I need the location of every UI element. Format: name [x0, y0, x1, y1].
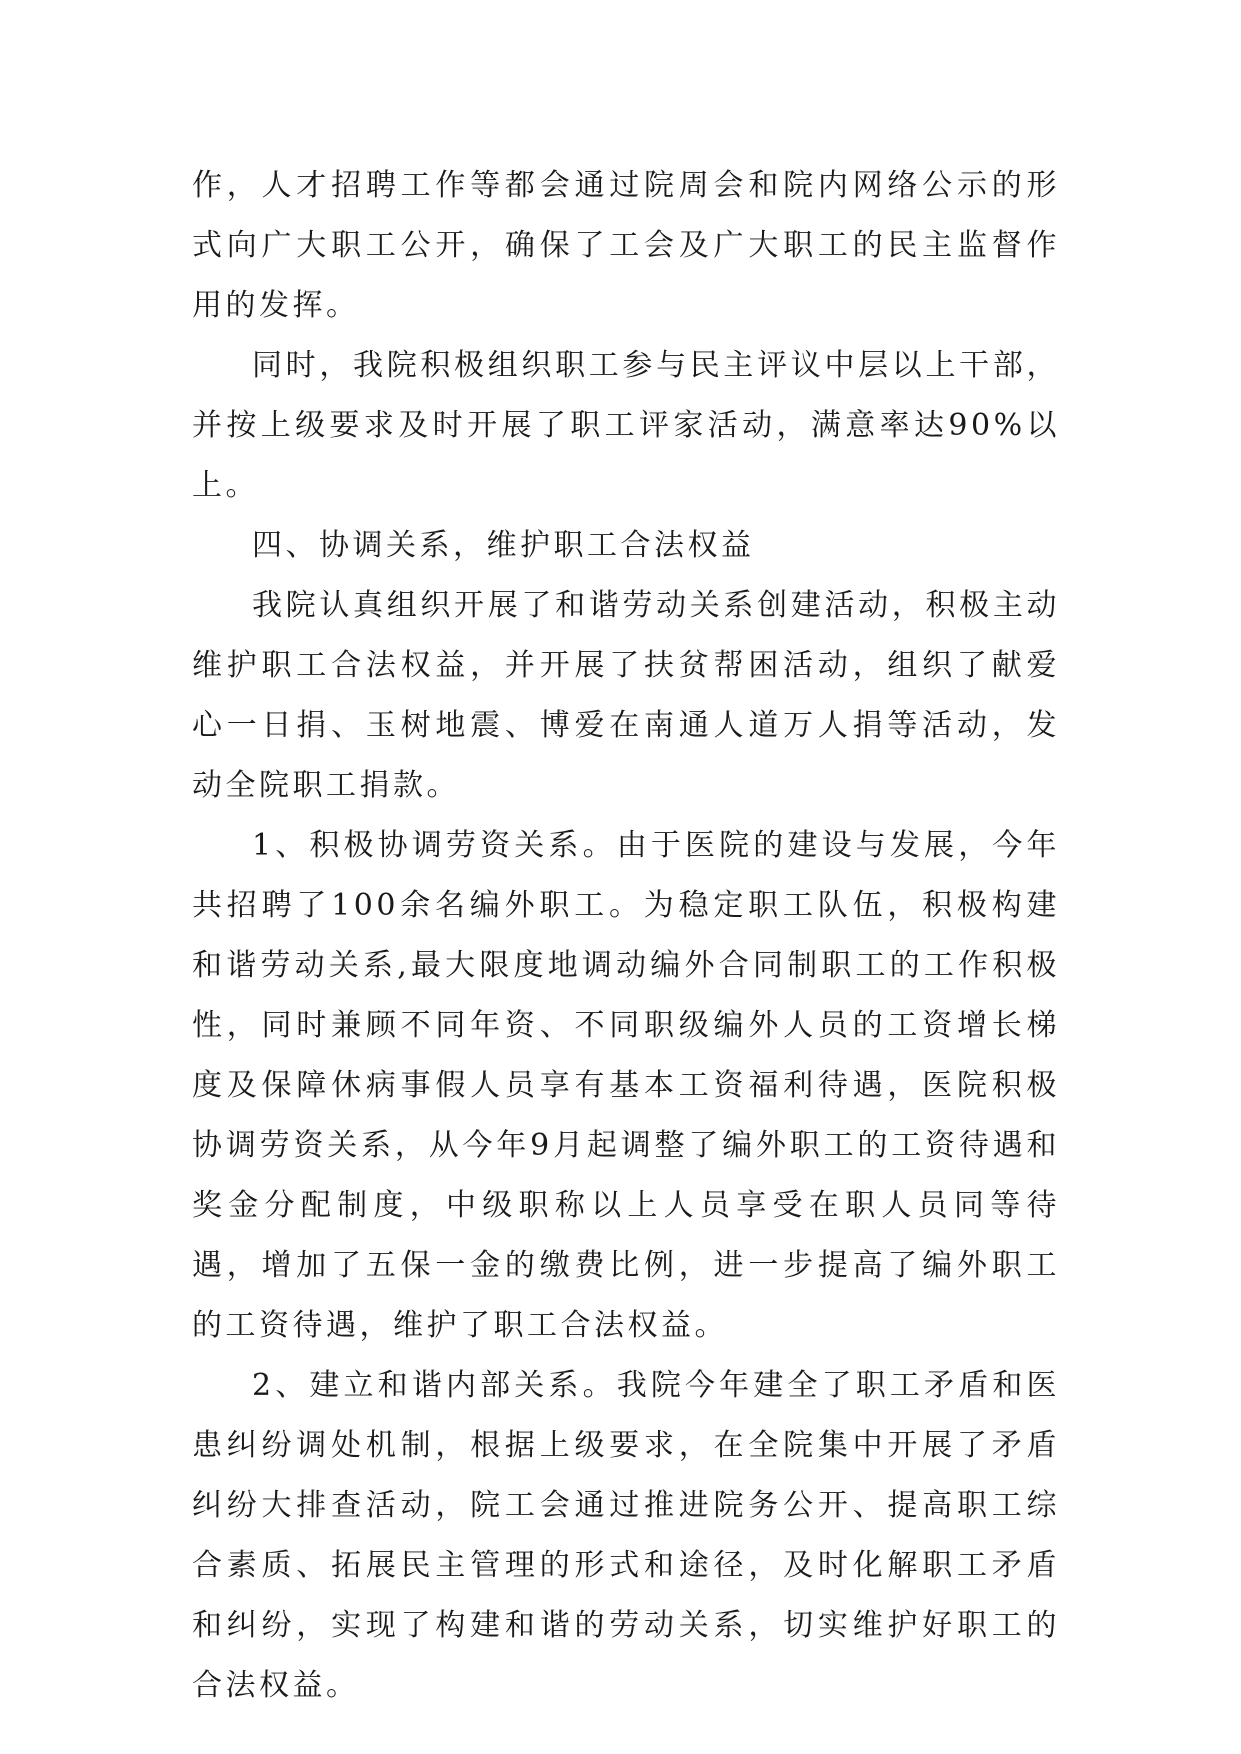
paragraph-1: 作，人才招聘工作等都会通过院周会和院内网络公示的形式向广大职工公开，确保了工会及广大职工的民主监督作用的发挥。 [192, 168, 1060, 323]
section-heading-4: 四、协调关系，维护职工合法权益 [252, 528, 755, 563]
paragraph-2: 同时，我院积极组织职工参与民主评议中层以上干部，并按上级要求及时开展了职工评家活动，满意率达90%以上。 [192, 348, 1060, 503]
paragraph-4: 我院认真组织开展了和谐劳动关系创建活动，积极主动维护职工合法权益，并开展了扶贫帮困活动，组织了献爱心一日捐、玉树地震、博爱在南通人道万人捐等活动，发动全院职工捐款。 [192, 588, 1060, 803]
paragraph-5: 1、积极协调劳资关系。由于医院的建设与发展，今年共招聘了100余名编外职工。为稳定职工队伍，积极构建和谐劳动关系,最大限度地调动编外合同制职工的工作积极性，同时兼顾不同年资、不同职级编外人员的工资增长梯度及保障休病事假人员享有基本工资福利待遇，医院积极协调劳资关系，从今年9月起调整了编外职工的工资待遇和奖金分配制度，中级职称以上人员享受在职人员同等待遇，增加了五保一金的缴费比例，进一步提高了编外职工的工资待遇，维护了职工合法权益。 [192, 828, 1060, 1343]
document-body [192, 156, 1060, 1716]
paragraph-6: 2、建立和谐内部关系。我院今年建全了职工矛盾和医患纠纷调处机制，根据上级要求，在全院集中开展了矛盾纠纷大排查活动，院工会通过推进院务公开、提高职工综合素质、拓展民主管理的形式和途径，及时化解职工矛盾和纠纷，实现了构建和谐的劳动关系，切实维护好职工的合法权益。 [192, 1368, 1060, 1703]
